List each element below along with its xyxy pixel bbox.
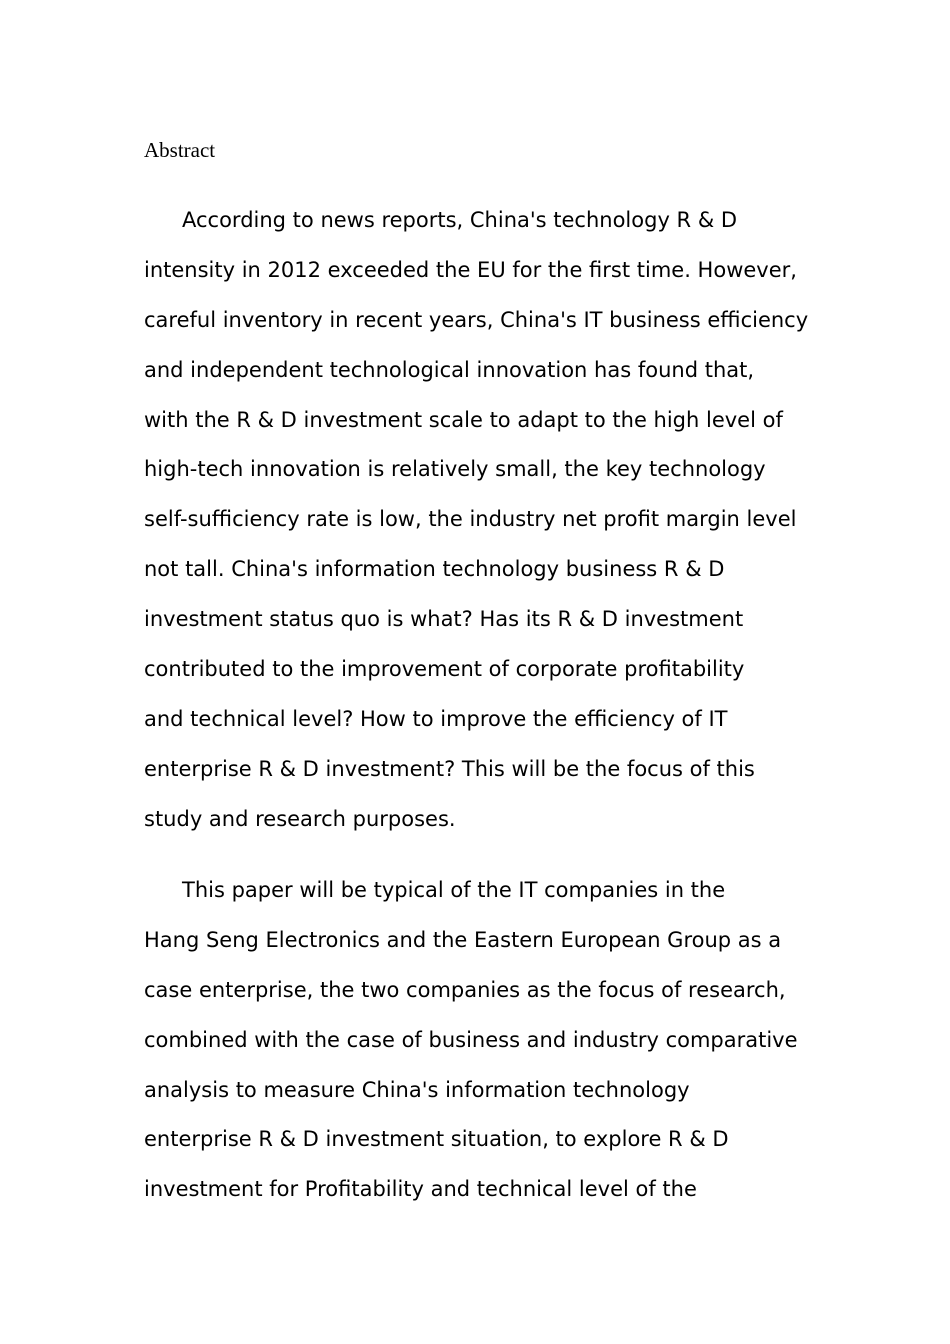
paragraph-line: investment status quo is what? Has its R & D investment [144, 607, 744, 632]
paragraph-line: According to news reports, China's technology R & D [182, 208, 738, 232]
paragraph-line: study and research purposes. [144, 806, 456, 831]
paragraph-line: case enterprise, the two companies as the focus of research, [144, 977, 786, 1002]
paragraph-line: and technical level? How to improve the efficiency of IT [144, 706, 728, 731]
paragraph-line: self-sufficiency rate is low, the industry net profit margin level [144, 507, 797, 532]
paragraph-line: Hang Seng Electronics and the Eastern European Group as a [144, 927, 782, 952]
paragraph-line: not tall. China's information technology business R & D [144, 557, 725, 582]
paragraph-line: intensity in 2012 exceeded the EU for the first time. However, [144, 257, 797, 282]
paragraph-line: enterprise R & D investment? This will be the focus of this [144, 756, 755, 781]
paragraph-line: This paper will be typical of the IT companies in the [182, 878, 726, 902]
paragraph-line: analysis to measure China's information technology [144, 1077, 690, 1102]
paragraph-line: careful inventory in recent years, China's IT business efficiency [144, 307, 809, 332]
paragraph-line: with the R & D investment scale to adapt to the high level of [144, 407, 783, 432]
abstract-paragraph-2 [144, 866, 824, 1215]
abstract-heading: Abstract [144, 138, 216, 162]
paragraph-line: combined with the case of business and industry comparative [144, 1027, 798, 1052]
paragraph-line: and independent technological innovation has found that, [144, 357, 755, 382]
paragraph-line: contributed to the improvement of corporate profitability [144, 657, 745, 682]
abstract-paragraph-1 [144, 196, 824, 845]
paragraph-line: high-tech innovation is relatively small, the key technology [144, 457, 766, 482]
paragraph-line: investment for Profitability and technical level of the [144, 1177, 697, 1202]
paragraph-line: enterprise R & D investment situation, to explore R & D [144, 1127, 729, 1152]
